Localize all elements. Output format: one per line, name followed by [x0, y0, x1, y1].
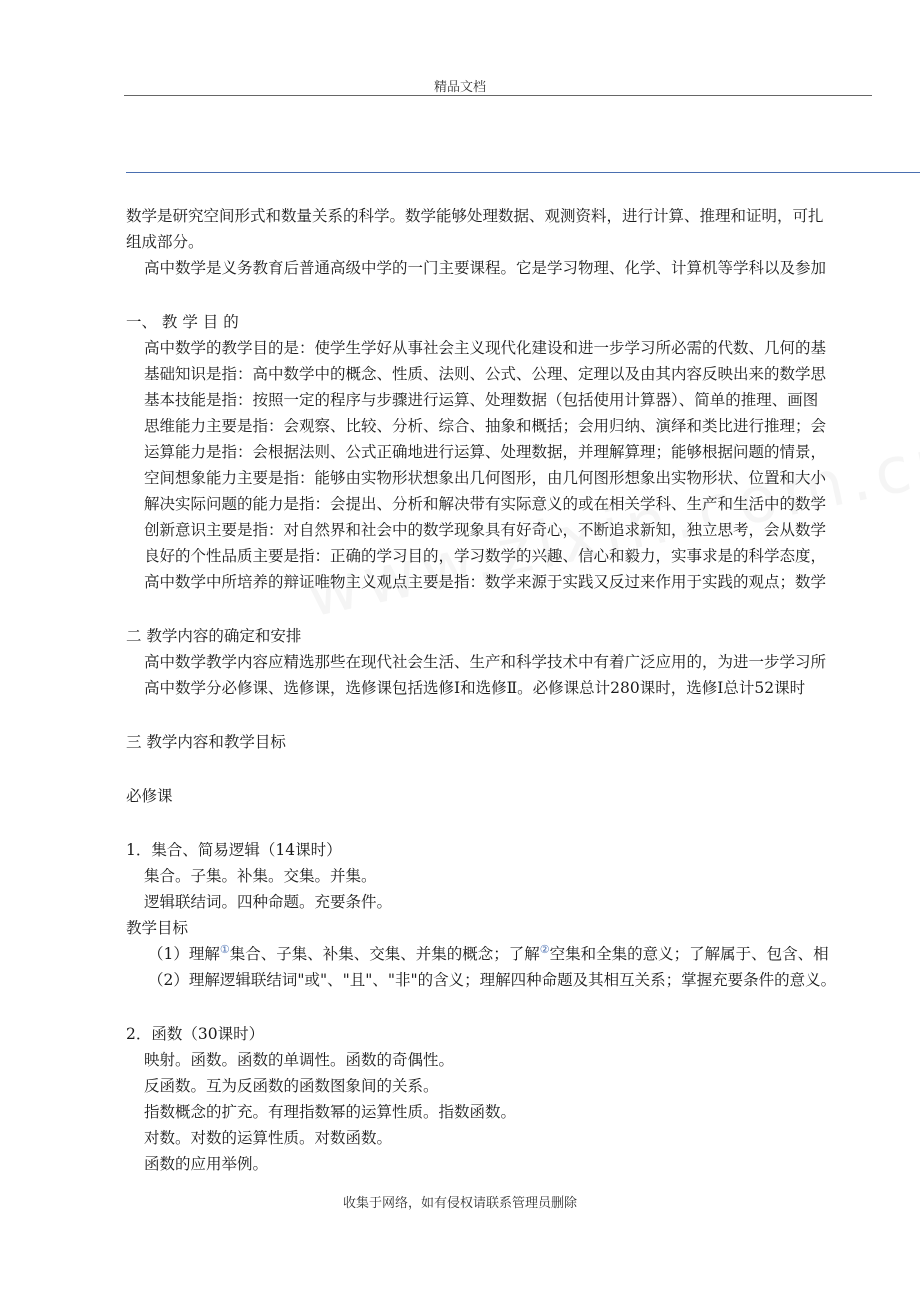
paragraph-line: 解决实际问题的能力是指：会提出、分析和解决带有实际意义的或在相关学科、生产和生活中的数学	[144, 495, 827, 513]
paragraph-line: 高中数学教学内容应精选那些在现代社会生活、生产和科学技术中有着广泛应用的，为进一步学习所	[144, 653, 827, 671]
paragraph-line: 基础知识是指：高中数学中的概念、性质、法则、公式、公理、定理以及由其内容反映出来的数学思	[144, 365, 827, 383]
unit-content-line: 函数的应用举例。	[144, 1155, 269, 1173]
subsection-label: 必修课	[126, 787, 173, 805]
unit-content-line: 反函数。互为反函数的函数图象间的关系。	[144, 1077, 439, 1095]
unit-content-line: 映射。函数。函数的单调性。函数的奇偶性。	[144, 1051, 455, 1069]
header-divider	[124, 95, 872, 96]
intro-paragraph: 高中数学是义务教育后普通高级中学的一门主要课程。它是学习物理、化学、计算机等学科以及参加	[144, 259, 827, 277]
goal-item: （2）理解逻辑联结词"或"、"且"、"非"的含义；理解四种命题及其相互关系；掌握充要条件的意义。	[148, 971, 837, 989]
unit-content-line: 指数概念的扩充。有理指数幂的运算性质。指数函数。	[144, 1103, 517, 1121]
paragraph-line: 高中数学的教学目的是：使学生学好从事社会主义现代化建设和进一步学习所必需的代数、几何的基	[144, 339, 827, 357]
unit-content-line: 集合。子集。补集。交集。并集。	[144, 867, 377, 885]
unit-content-line: 逻辑联结词。四种命题。充要条件。	[144, 893, 393, 911]
section-heading: 二 教学内容的确定和安排	[126, 627, 302, 645]
paragraph-line: 良好的个性品质主要是指：正确的学习目的，学习数学的兴趣、信心和毅力，实事求是的科学态度，	[144, 547, 827, 565]
paragraph-line: 基本技能是指：按照一定的程序与步骤进行运算、处理数据（包括使用计算器）、简单的推理、画图	[144, 391, 819, 409]
section-heading: 三 教学内容和教学目标	[126, 733, 286, 751]
section-divider	[126, 172, 920, 173]
goals-label: 教学目标	[126, 919, 189, 937]
section-heading: 一、 教 学 目 的	[126, 313, 239, 331]
paragraph-line: 空间想象能力主要是指：能够由实物形状想象出几何图形，由几何图形想象出实物形状、位置和大小	[144, 469, 827, 487]
footnote-marker[interactable]: ②	[539, 942, 550, 956]
footnote-marker[interactable]: ①	[219, 942, 230, 956]
unit-content-line: 对数。对数的运算性质。对数函数。	[144, 1129, 393, 1147]
paragraph-line: 高中数学分必修课、选修课，选修课包括选修Ⅰ和选修Ⅱ。必修课总计280课时，选修Ⅰ总计52课时	[144, 679, 806, 697]
intro-paragraph-line: 组成部分。	[126, 233, 204, 251]
document-body	[126, 203, 920, 1177]
goal-item: （1）理解①集合、子集、补集、交集、并集的概念；了解②空集和全集的意义；了解属于、包含、相	[148, 942, 829, 963]
unit-title: 1．集合、简易逻辑（14课时）	[126, 841, 342, 859]
paragraph-line: 思维能力主要是指：会观察、比较、分析、综合、抽象和概括；会用归纳、演绎和类比进行推理；会	[144, 417, 827, 435]
unit-title: 2．函数（30课时）	[126, 1025, 265, 1043]
intro-paragraph-line: 数学是研究空间形式和数量关系的科学。数学能够处理数据、观测资料，进行计算、推理和证明，可扎	[126, 207, 824, 225]
page-header: 精品文档	[433, 80, 486, 95]
paragraph-line: 运算能力是指：会根据法则、公式正确地进行运算、处理数据，并理解算理；能够根据问题的情景，	[144, 443, 827, 461]
paragraph-line: 高中数学中所培养的辩证唯物主义观点主要是指：数学来源于实践又反过来作用于实践的观点；数学	[144, 573, 827, 591]
page-footer: 收集于网络，如有侵权请联系管理员删除	[342, 1196, 577, 1211]
paragraph-line: 创新意识主要是指：对自然界和社会中的数学现象具有好奇心，不断追求新知，独立思考，会从数学	[144, 521, 827, 539]
